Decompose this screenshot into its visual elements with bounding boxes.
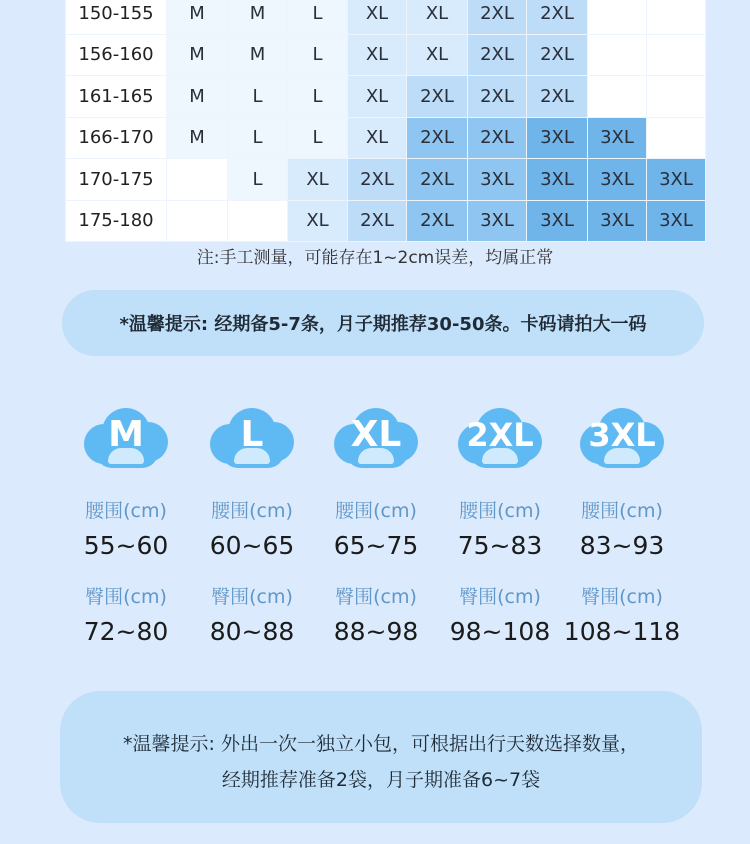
cloud-icon — [454, 400, 546, 476]
warm-tip-banner: *温馨提示: 经期备5-7条，月子期推荐30-50条。卡码请拍大一码 — [62, 290, 704, 356]
waist-value: 60~65 — [209, 531, 295, 560]
size-cell: 3XL — [527, 159, 588, 201]
size-cell — [588, 76, 647, 118]
size-column-2xl — [435, 400, 565, 646]
size-cell: XL — [288, 200, 348, 242]
waist-value: 75~83 — [457, 531, 543, 560]
size-cell: XL — [348, 0, 407, 34]
size-cell: XL — [348, 76, 407, 118]
table-row — [66, 76, 706, 118]
size-cell — [647, 34, 706, 76]
size-cell — [588, 34, 647, 76]
height-range-cell: 161-165 — [66, 76, 167, 118]
height-range-cell: 170-175 — [66, 159, 167, 201]
waist-label: 腰围(cm) — [211, 500, 293, 522]
size-cell — [647, 117, 706, 159]
size-cell: L — [228, 76, 288, 118]
size-badge: L — [240, 414, 264, 455]
size-chart-table — [65, 0, 706, 242]
size-cell: XL — [407, 0, 468, 34]
hip-value: 72~80 — [83, 617, 169, 646]
size-cell: 2XL — [527, 76, 588, 118]
hip-value: 108~118 — [563, 617, 681, 646]
hip-label: 臀围(cm) — [85, 586, 167, 608]
size-cell: XL — [288, 159, 348, 201]
carry-tip-line-2: 经期推荐准备2袋，月子期准备6~7袋 — [221, 769, 541, 791]
size-cell: L — [228, 117, 288, 159]
size-cell: 3XL — [468, 159, 527, 201]
size-cell: M — [167, 76, 228, 118]
size-cell — [167, 159, 228, 201]
size-cell — [588, 0, 647, 34]
size-cell: 2XL — [407, 159, 468, 201]
size-column-m — [61, 400, 191, 646]
waist-label: 腰围(cm) — [335, 500, 417, 522]
size-cell: 3XL — [647, 159, 706, 201]
hip-label: 臀围(cm) — [581, 586, 663, 608]
size-cell: 2XL — [348, 159, 407, 201]
size-cell: 2XL — [527, 0, 588, 34]
size-cell: 2XL — [468, 76, 527, 118]
table-row — [66, 159, 706, 201]
waist-value: 65~75 — [333, 531, 419, 560]
size-cell: 2XL — [348, 200, 407, 242]
size-badge: 3XL — [588, 416, 656, 454]
height-range-cell: 175-180 — [66, 200, 167, 242]
hip-label: 臀围(cm) — [211, 586, 293, 608]
cloud-icon — [206, 400, 298, 476]
size-cell: 3XL — [527, 200, 588, 242]
size-cell: 2XL — [527, 34, 588, 76]
cloud-icon — [80, 400, 172, 476]
table-row — [66, 0, 706, 34]
hip-value: 98~108 — [449, 617, 551, 646]
size-cell: 3XL — [588, 200, 647, 242]
size-badge: M — [108, 414, 144, 455]
size-measurements — [0, 400, 750, 670]
hip-label: 臀围(cm) — [335, 586, 417, 608]
size-cell: 2XL — [468, 0, 527, 34]
size-cell: 3XL — [588, 159, 647, 201]
waist-value: 55~60 — [83, 531, 169, 560]
size-cell: 2XL — [468, 117, 527, 159]
size-cell — [167, 200, 228, 242]
size-cell — [228, 200, 288, 242]
size-badge: XL — [350, 414, 402, 455]
hip-value: 88~98 — [333, 617, 419, 646]
cloud-icon — [330, 400, 422, 476]
table-row — [66, 200, 706, 242]
size-cell: 3XL — [588, 117, 647, 159]
size-cell: L — [288, 0, 348, 34]
size-cell: L — [288, 76, 348, 118]
size-cell: 2XL — [407, 117, 468, 159]
size-cell: 3XL — [647, 200, 706, 242]
size-column-3xl — [557, 400, 687, 646]
table-row — [66, 34, 706, 76]
size-cell: L — [288, 117, 348, 159]
size-badge: 2XL — [466, 416, 534, 454]
size-column-xl — [311, 400, 441, 646]
size-cell: M — [228, 34, 288, 76]
size-cell: XL — [348, 117, 407, 159]
size-cell: XL — [348, 34, 407, 76]
size-column-l — [187, 400, 317, 646]
size-cell: 2XL — [468, 34, 527, 76]
size-cell: L — [288, 34, 348, 76]
waist-value: 83~93 — [579, 531, 665, 560]
size-cell: 3XL — [468, 200, 527, 242]
size-cell — [647, 0, 706, 34]
size-cell: M — [167, 34, 228, 76]
waist-label: 腰围(cm) — [459, 500, 541, 522]
size-cell: M — [228, 0, 288, 34]
size-cell: M — [167, 117, 228, 159]
hip-value: 80~88 — [209, 617, 295, 646]
size-chart-table-card — [65, 0, 705, 232]
hip-label: 臀围(cm) — [459, 586, 541, 608]
waist-label: 腰围(cm) — [581, 500, 663, 522]
size-cell: L — [228, 159, 288, 201]
size-cell: XL — [407, 34, 468, 76]
size-cell: 3XL — [527, 117, 588, 159]
size-cell: 2XL — [407, 200, 468, 242]
measurement-note: 注:手工测量，可能存在1~2cm误差，均属正常 — [196, 248, 554, 268]
waist-label: 腰围(cm) — [85, 500, 167, 522]
size-cell: 2XL — [407, 76, 468, 118]
height-range-cell: 156-160 — [66, 34, 167, 76]
size-cell — [647, 76, 706, 118]
cloud-icon — [576, 400, 668, 476]
size-cell: M — [167, 0, 228, 34]
carry-tip-banner — [60, 691, 702, 823]
carry-tip-line-1: *温馨提示: 外出一次一独立小包，可根据出行天数选择数量， — [123, 733, 639, 755]
height-range-cell: 166-170 — [66, 117, 167, 159]
table-row — [66, 117, 706, 159]
height-range-cell: 150-155 — [66, 0, 167, 34]
